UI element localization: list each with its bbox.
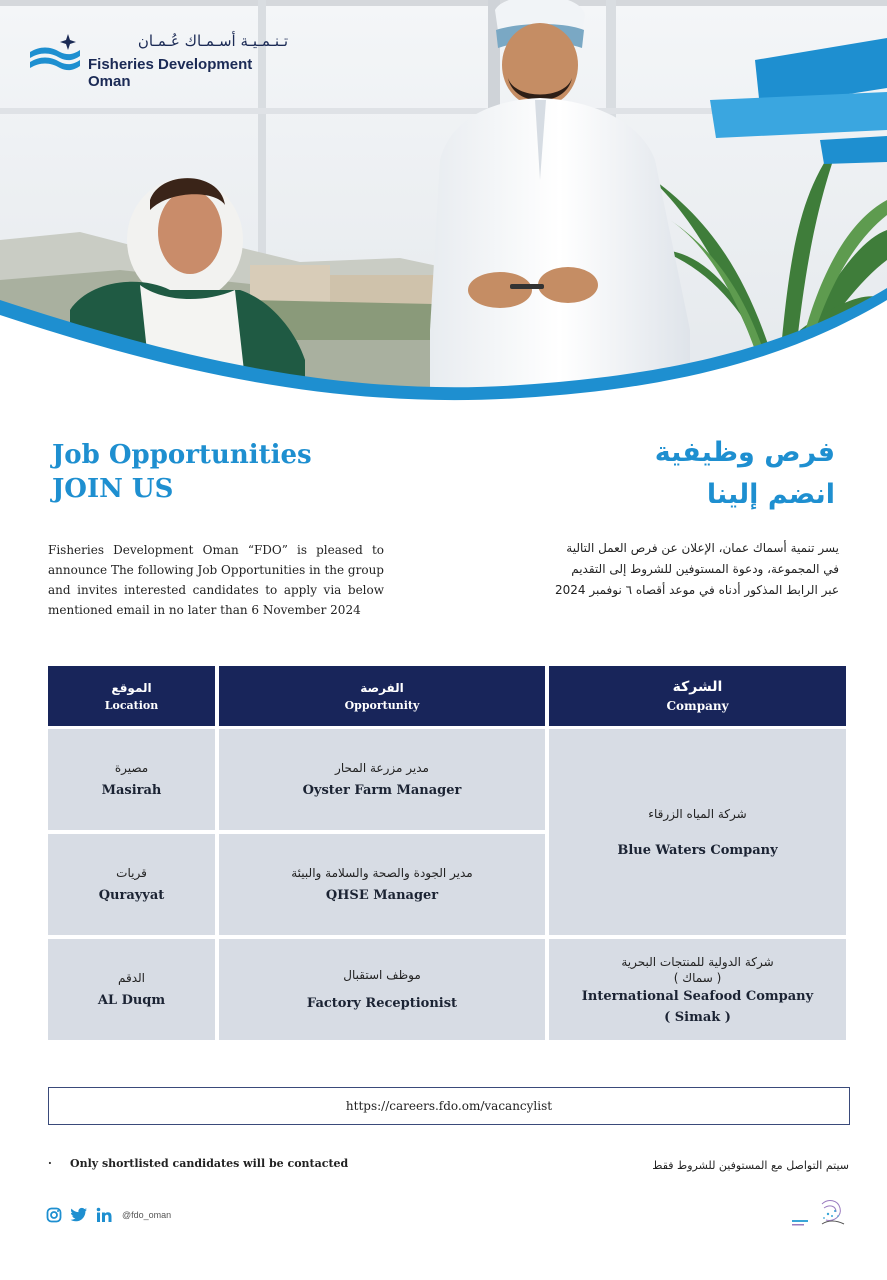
row3-location: [48, 939, 215, 1040]
note-english-text: Only shortlisted candidates will be contacted: [70, 1157, 349, 1170]
row1-opportunity-en: Oyster Farm Manager: [302, 783, 462, 798]
header-location-ar: الموقع: [111, 680, 152, 695]
intro-ar-line3: عبر الرابط المذكور أدناه في موعد أقصاه ٦ نوفمبر 2024: [554, 583, 839, 597]
header-opportunity-en: Opportunity: [344, 698, 420, 712]
row1-opportunity-ar: مدير مزرعة المحار: [335, 761, 429, 775]
row2-opportunity: [219, 834, 545, 935]
row1-location-ar: مصيرة: [114, 761, 149, 775]
header-company-en: Company: [666, 699, 729, 713]
row3-opportunity-ar: موظف استقبال: [343, 968, 421, 982]
row2-location-ar: قريات: [116, 866, 147, 880]
vision-logo-icon: [788, 1196, 850, 1230]
bullet-icon: ·: [48, 1157, 52, 1170]
row3-opportunity-en: Factory Receptionist: [306, 996, 458, 1011]
title-ar-line2: انضم إلينا: [706, 479, 835, 510]
header-location: [48, 666, 215, 726]
intro-arabic: [539, 538, 839, 601]
note-arabic: سيتم التواصل مع المستوفين للشروط فقط: [652, 1159, 849, 1172]
row1-location: [48, 729, 215, 830]
company-isc-en: International Seafood Company: [581, 988, 814, 1004]
social-handle: @fdo_oman: [122, 1210, 172, 1220]
instagram-icon[interactable]: [46, 1207, 62, 1223]
twitter-icon[interactable]: [70, 1207, 88, 1223]
company-blue-waters: [549, 729, 846, 935]
logo-arabic-name: تـنـمـيـة أسـمـاك عُـمـان: [137, 32, 288, 50]
row3-opportunity: [219, 939, 545, 1040]
intro-ar-line2: في المجموعة، ودعوة المستوفين للشروط إلى التقديم: [571, 562, 839, 576]
title-ar-line1: فرص وظيفية: [654, 437, 835, 468]
jobs-table: [48, 666, 846, 1040]
social-links: [46, 1207, 171, 1223]
row3-location-en: AL Duqm: [97, 993, 166, 1008]
apply-url-box[interactable]: [48, 1087, 850, 1125]
company-blue-waters-en: Blue Waters Company: [617, 842, 778, 858]
row2-location-en: Qurayyat: [98, 888, 165, 903]
fdo-wave-logo-icon: [28, 32, 82, 78]
title-english: [52, 438, 312, 506]
apply-url-link[interactable]: https://careers.fdo.om/vacancylist: [345, 1099, 553, 1113]
hero-banner: [0, 0, 887, 410]
title-arabic: [655, 432, 835, 516]
row2-opportunity-en: QHSE Manager: [325, 888, 439, 903]
row2-opportunity-ar: مدير الجودة والصحة والسلامة والبيئة: [291, 866, 473, 880]
row2-location: [48, 834, 215, 935]
header-company: [549, 666, 846, 726]
header-company-ar: الشركة: [672, 679, 723, 695]
intro-english: Fisheries Development Oman “FDO” is pleased to announce The following Job Opportunities in the group and invites interested candidates to apply via below mentioned email in no later than 6 November 2024: [48, 543, 384, 617]
logo-english-name: Fisheries Development Oman: [88, 56, 253, 90]
note-english: [48, 1157, 348, 1170]
row3-location-ar: الدقم: [117, 971, 145, 985]
row1-location-en: Masirah: [101, 783, 162, 798]
header-location-en: Location: [104, 698, 159, 712]
company-blue-waters-ar: شركة المياه الزرقاء: [648, 806, 747, 821]
company-isc-ar2: ( سماك ): [673, 970, 722, 985]
intro-ar-line1: يسر تنمية أسماك عمان، الإعلان عن فرص العمل التالية: [566, 541, 839, 555]
header-opportunity: [219, 666, 545, 726]
row1-opportunity: [219, 729, 545, 830]
title-job-opportunities: Job Opportunities: [52, 440, 312, 470]
company-international-seafood: [549, 939, 846, 1040]
fdo-logo: [28, 30, 298, 90]
title-join-us: JOIN US: [52, 474, 174, 504]
linkedin-icon[interactable]: [96, 1207, 112, 1223]
header-opportunity-ar: الفرصة: [360, 680, 404, 695]
company-isc-en2: ( Simak ): [664, 1009, 731, 1025]
company-isc-ar: شركة الدولية للمنتجات البحرية: [621, 954, 774, 969]
